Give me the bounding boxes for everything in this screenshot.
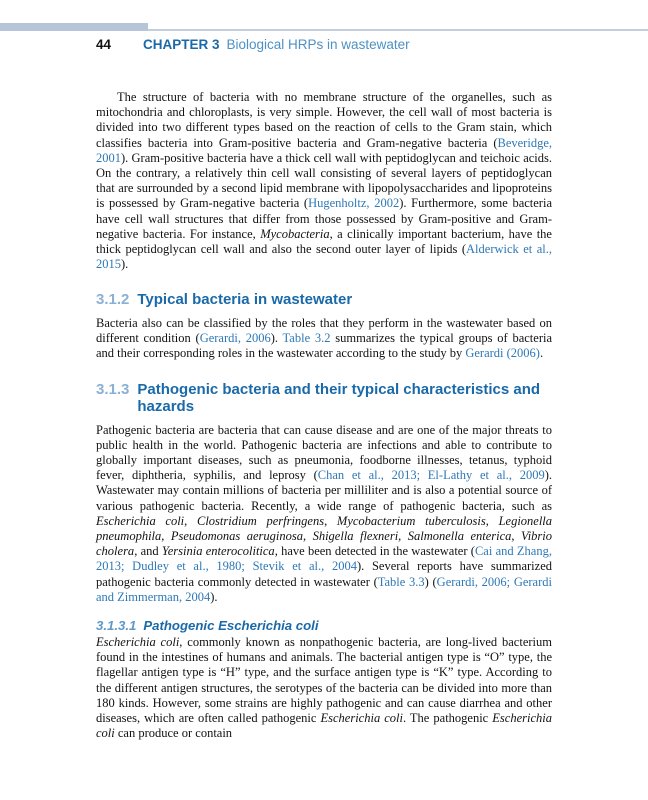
italic-term: Vibrio cholera [96,528,553,559]
citation-link[interactable]: Gerardi, 2006 [199,331,271,346]
paragraph [96,90,552,272]
section-title: Typical bacteria in wastewater [137,291,353,309]
text-run: , a clinically important bacterium, have the thick peptidoglycan cell wall and also the second outer layer of lipids ( [96,226,552,257]
text-run: , [324,513,337,528]
header-rule [148,29,648,31]
italic-term: Escherichia coli [320,711,403,725]
citation-link[interactable]: Table 3.3 [377,574,425,589]
text-run: , [398,528,408,543]
citation-link[interactable]: Chan et al., 2013; El-Lathy et al., 2009 [317,468,545,483]
italic-term: Escherichia coli [96,634,180,649]
header-band [0,23,148,31]
section-heading [96,291,552,309]
text-run: , [184,513,197,528]
text-run: , have been detected in the wastewater ( [274,544,475,559]
text-run: ). Wastewater may contain millions of bacteria per milliliter and is also a potential source of various pathogenic bacteria. Recently, a wide range of pathogenic bacteria, such as [96,468,552,513]
italic-term: Escherichia coli [96,711,552,741]
italic-term: Legionella pneumophila [96,513,553,543]
citation-link[interactable]: Table 3.2 [282,331,331,346]
section-heading [96,618,552,633]
paragraph [96,423,552,605]
text-run: . [539,346,544,361]
citation-link[interactable]: Beveridge, 2001 [96,135,552,165]
text-run: ). [121,257,129,272]
section-number: 3.1.3 [96,380,130,398]
text-run: Bacteria also can be classified by the roles that they perform in the wastewater based on different condition ( [96,315,552,346]
italic-term: Mycobacterium tuberculosis [336,513,486,528]
text-run: ). Furthermore, some bacteria have cell wall structures that differ from those possessed by Gram-positive and Gram-negative bacteria. For instance, [96,196,552,241]
text-run: ). [210,589,218,604]
citation-link[interactable]: Gerardi (2006) [465,346,540,361]
text-run: . The pathogenic [402,711,493,725]
page-number: 44 [96,37,112,52]
citation-link[interactable]: Gerardi, 2006; Gerardi and Zimmerman, 2004 [96,574,552,604]
text-run: summarizes the typical groups of bacteria and their corresponding roles in the wastewater according to the study by [96,331,552,361]
text-run: ). Several reports have summarized pathogenic bacteria commonly detected in wastewater ( [96,559,552,589]
text-run: ) ( [424,574,437,589]
italic-term: Salmonella enterica [407,528,512,543]
italic-term: Escherichia coli [96,513,185,528]
italic-term: Clostridium perfringens [197,513,325,528]
text-run: , and [134,544,162,559]
text-run: ). Gram-positive bacteria have a thick cell wall with peptidoglycan and teichoic acids. On the contrary, a relatively thin cell wall consisting of several layers of peptidoglycan that are surrounded by a second lipid membrane with lipopolysaccharides and lipoproteins is possessed by Gram-negative bacteria ( [96,150,552,211]
paragraph [96,316,552,362]
section-number: 3.1.3.1 [96,617,137,633]
page-header [96,37,596,52]
section-number: 3.1.2 [96,291,130,309]
text-run: The structure of bacteria with no membrane structure of the organelles, such as mitochondria and chloroplasts, is very simple. However, the cell wall of most bacteria is divided into two different types based on the reaction of cells to the Gram stain, which classifies bacteria into Gram-positive bacteria and Gram-negative bacteria ( [96,90,552,150]
paragraph [96,635,552,741]
section-heading [96,381,552,416]
text-run: Pathogenic bacteria are bacteria that can cause disease and are one of the major threats to public health in the world. Pathogenic bacteria are infections and able to contribute to globally important diseases, such as pneumonia, foodborne illnesses, tetanus, typhoid fever, diphtheria, syphilis, and leprosy ( [96,422,552,483]
italic-term: Shigella flexneri [312,528,399,543]
citation-link[interactable]: Alderwick et al., 2015 [96,242,552,272]
content [96,90,552,741]
italic-term: Yersinia enterocolitica [161,544,275,559]
text-run: can produce or contain [114,726,233,741]
chapter-title: Biological HRPs in wastewater [226,37,410,52]
citation-link[interactable]: Cai and Zhang, 2013; Dudley et al., 1980; Stevik et al., 2004 [96,544,552,574]
section-title: Pathogenic bacteria and their typical characteristics and hazards [137,380,541,416]
text-run: ). [270,331,283,346]
section-title: Pathogenic Escherichia coli [143,617,319,633]
text-run: , [511,528,521,543]
text-run: , commonly known as nonpathogenic bacteria, are long-lived bacterium found in the intestines of humans and animals. The bacterial antigen type is “O” type, the flagellar antigen type is “H” type, and the surface antigen type is “K” type. According to the different antigen structures, the serotypes of the bacteria can be divided into more than 180 kinds. However, some strains are highly pathogenic and can cause diarrhea and other diseases, which are often called pathogenic [96,634,552,725]
italic-term: Mycobacteria [260,226,330,241]
chapter-label: CHAPTER 3 [143,37,220,52]
citation-link[interactable]: Hugenholtz, 2002 [308,196,400,211]
text-run: , [161,528,171,543]
text-run: , [303,528,313,543]
text-run: , [485,513,499,528]
italic-term: Pseudomonas aeruginosa [170,528,303,543]
